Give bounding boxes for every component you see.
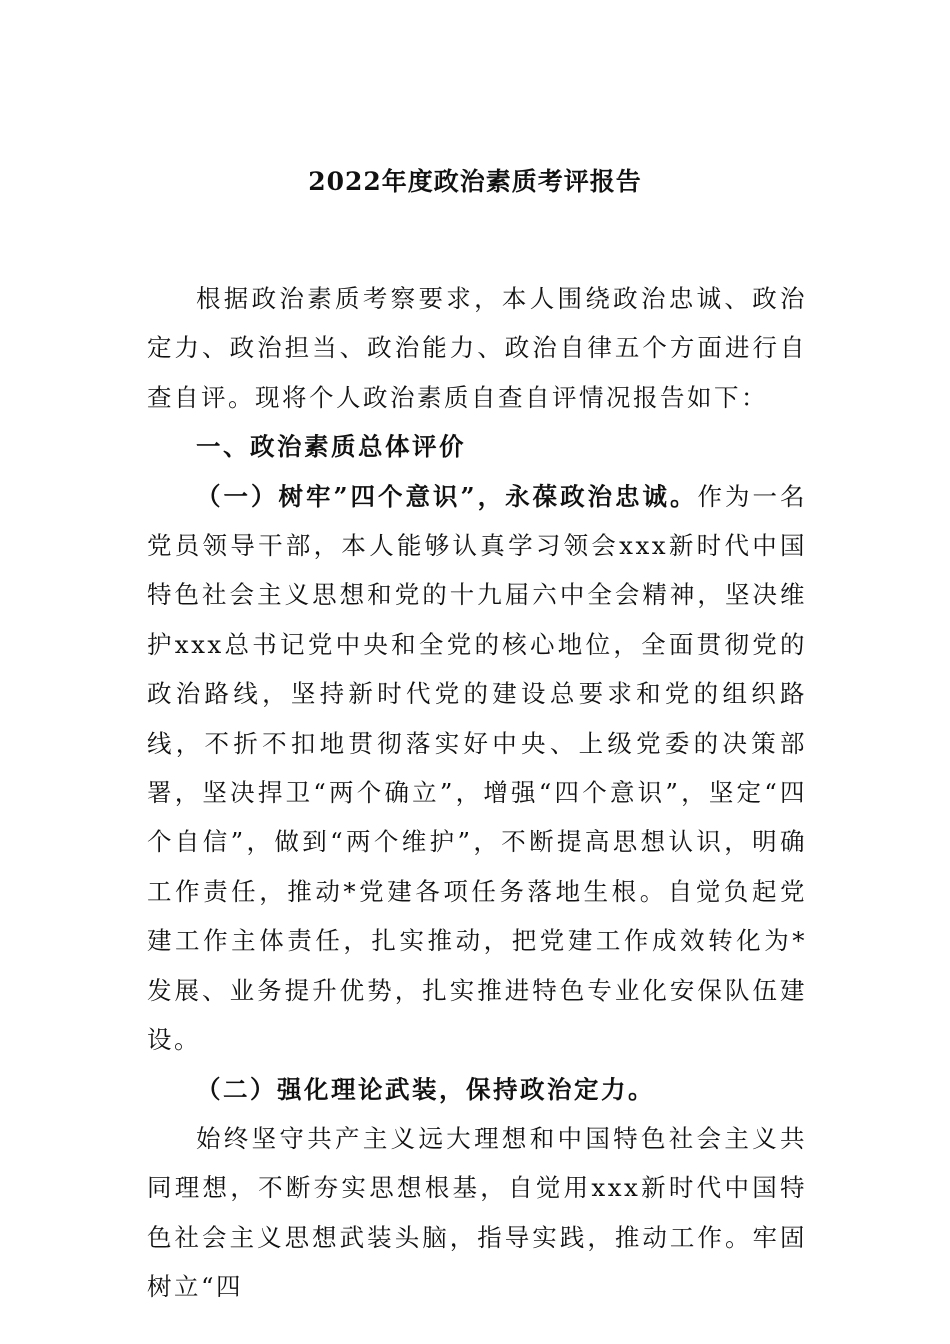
subsection-1-body: 作为一名党员领导干部，本人能够认真学习领会xxx新时代中国特色社会主义思想和党的十九届六中全会精神，坚决维护xxx总书记党中央和全党的核心地位，全面贯彻党的政治路线，坚持新时代党的建设总要求和党的组织路线，不折不扣地贯彻落实好中央、上级党委的决策部署，坚决捍卫“两个确立”，增强“四个意识”，坚定“四个自信”，做到“两个维护”，不断提高思想认识，明确工作责任，推动*党建各项任务落地生根。自觉负起党建工作主体责任，扎实推动，把党建工作成效转化为*发展、业务提升优势，扎实推进特色专业化安保队伍建设。	[147, 481, 808, 1055]
intro-paragraph: 根据政治素质考察要求，本人围绕政治忠诚、政治定力、政治担当、政治能力、政治自律五个方面进行自查自评。现将个人政治素质自查自评情况报告如下：	[147, 284, 807, 412]
section-heading-1: 一、政治素质总体评价	[196, 432, 466, 462]
subsection-1-heading: （一）树牢”四个意识”，永葆政治忠诚。	[196, 481, 698, 511]
document-title: 2022年度政治素质考评报告	[308, 167, 642, 196]
document-body	[147, 274, 807, 1312]
subsection-2-heading: （二）强化理论武装，保持政治定力。	[196, 1074, 655, 1104]
subsection-2-body: 始终坚守共产主义远大理想和中国特色社会主义共同理想，不断夯实思想根基，自觉用xxx新时代中国特色社会主义思想武装头脑，指导实践，推动工作。牢固树立“四	[147, 1123, 807, 1302]
subsection-1-paragraph	[147, 472, 807, 1065]
